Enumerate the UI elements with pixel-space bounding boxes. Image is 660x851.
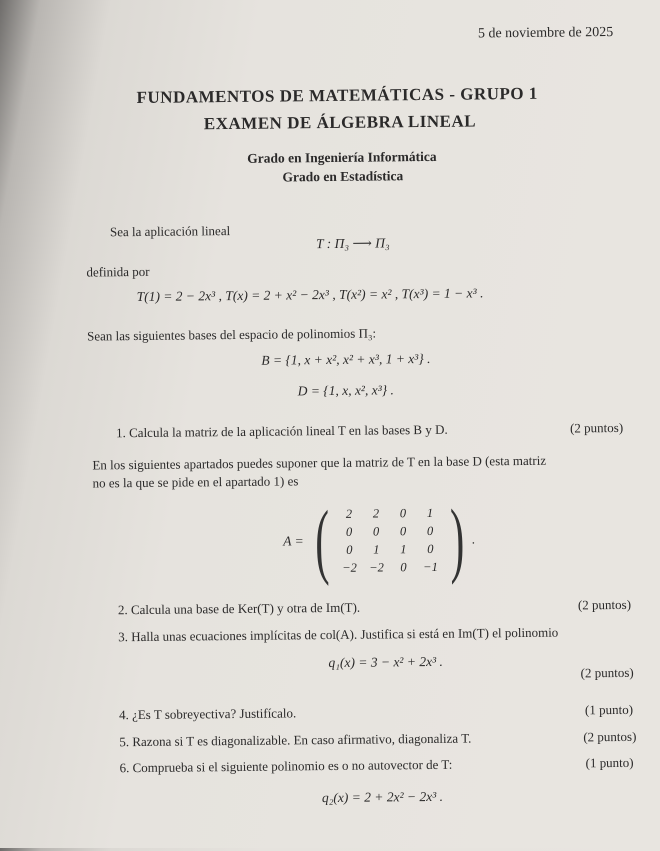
matrix-cell: −2 [369,559,384,575]
matrix-cell: 0 [346,542,353,557]
matrix-end-period: . [471,531,476,547]
matrix-cell: 1 [400,541,407,556]
question-4-points: (1 punto) [584,701,634,718]
matrix-row [336,522,444,541]
bases-sentence: Sean las siguientes bases del espacio de polinomios Π₃: [86,325,377,344]
defined-by-label: definida por [86,263,150,280]
matrix-cell: 0 [345,524,353,539]
question-1-points: (2 puntos) [569,419,624,436]
exam-title: EXAMEN DE ÁLGEBRA LINEAL [203,111,477,134]
matrix-cell: 0 [427,541,434,556]
basis-b: B = {1, x + x², x² + x³, 1 + x³} . [261,350,431,368]
matrix-cell: 1 [373,541,380,557]
matrix-row [336,558,444,577]
matrix-cell: 0 [399,523,407,538]
question-2: 2. Calcula una base de Ker(T) y otra de Im(T). [117,599,361,618]
matrix-cell: −1 [423,559,438,574]
question-3-polynomial: q₁(x) = 3 − x² + 2x³ . [328,653,443,671]
matrix-cell: 0 [426,523,434,538]
basis-d: D = {1, x, x², x³} . [297,382,394,399]
degree-informatica: Grado en Ingeniería Informática [247,148,437,166]
matrix-cell: −2 [342,560,357,575]
linear-map: T : Π₃ ⟶ Π₃ [316,235,390,252]
matrix-cell: 1 [426,505,434,520]
question-4: 4. ¿Es T sobreyectiva? Justifícalo. [118,705,297,723]
question-6-polynomial: q₂(x) = 2 + 2x² − 2x³ . [321,788,444,806]
course-title: FUNDAMENTOS DE MATEMÁTICAS - GRUPO 1 [136,83,538,108]
matrix-row [335,504,443,523]
matrix-row [336,540,444,559]
question-3: 3. Halla unas ecuaciones implícitas de col(A). Justifica si está en Im(T) el polinomio [118,624,559,645]
right-paren: ) [450,492,466,586]
matrix-label: A = [283,533,304,549]
question-3-points: (2 puntos) [580,664,634,681]
matrix-cell: 2 [345,506,353,521]
intro-sentence: Sea la aplicación lineal [109,223,231,240]
left-paren: ( [314,494,330,588]
question-6: 6. Comprueba si el siguiente polinomio es o no autovector de T: [119,756,453,776]
question-5: 5. Razona si T es diagonalizable. En caso afirmativo, diagonaliza T. [119,730,472,750]
question-1: 1. Calcula la matriz de la aplicación lineal T en las bases B y D. [116,421,448,441]
note-line-2: no es la que se pide en el apartado 1) es [92,473,299,491]
degree-estadistica: Grado en Estadística [282,168,404,185]
matrix-cell: 0 [372,523,380,539]
note-line-1: En los siguientes apartados puedes suponer que la matriz de T en la base D (esta matriz [92,452,547,473]
matrix-a [283,492,476,588]
matrix-table [335,504,444,577]
exam-date: 5 de noviembre de 2025 [477,25,614,42]
matrix-cell: 0 [400,559,407,574]
question-6-points: (1 punto) [585,754,634,771]
matrix-cell: 0 [399,505,407,520]
question-5-points: (2 puntos) [583,728,637,745]
question-2-points: (2 puntos) [577,596,632,613]
matrix-cell: 2 [372,505,380,521]
map-definition: T(1) = 2 − 2x³ , T(x) = 2 + x² − 2x³ , T(x²) = x² , T(x³) = 1 − x³ . [136,285,484,305]
